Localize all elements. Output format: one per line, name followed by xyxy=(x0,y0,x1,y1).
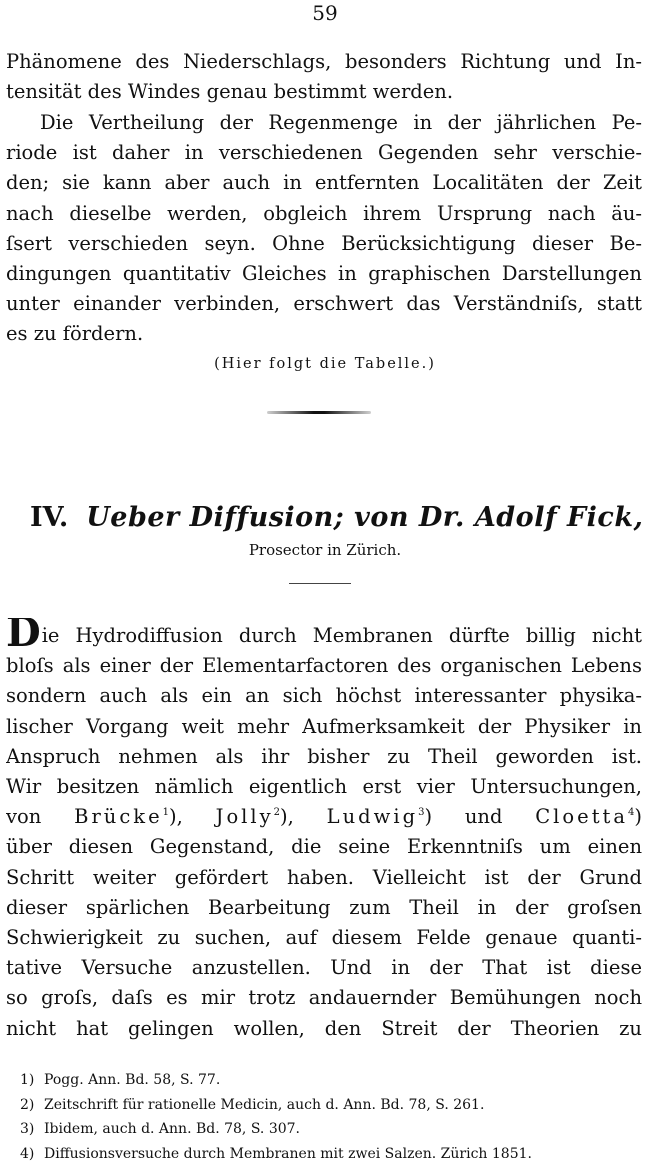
section-number: IV. xyxy=(30,502,68,533)
page-number: 59 xyxy=(0,0,650,26)
text-fragment: von xyxy=(6,805,41,828)
footnote-ref: 3 xyxy=(418,807,424,818)
footnote xyxy=(20,1093,650,1118)
text-line: nicht hat gelingen wollen, den Streit der Theorien zu xyxy=(6,1014,642,1044)
paragraph-3 xyxy=(6,618,642,1044)
text-line: ſsert verschieden seyn. Ohne Berücksichtigung dieser Be- xyxy=(6,229,642,259)
text-line: Wir besitzen nämlich eigentlich erst vier Untersuchungen, xyxy=(6,772,642,802)
text-fragment: und xyxy=(465,805,503,828)
text-line: bloſs als einer der Elementarfactoren des organischen Lebens xyxy=(6,651,642,681)
section-divider xyxy=(267,411,371,414)
footnote-text: Ibidem, auch d. Ann. Bd. 78, S. 307. xyxy=(44,1121,300,1137)
footnote xyxy=(20,1068,650,1093)
text-line: Schwierigkeit zu suchen, auf diesem Felde genaue quanti- xyxy=(6,923,642,953)
text-line: nach dieselbe werden, obgleich ihrem Ursprung nach äu- xyxy=(6,199,642,229)
text-line: es zu fördern. xyxy=(6,319,642,349)
footnotes xyxy=(20,1068,650,1166)
text-line: Schritt weiter gefördert haben. Vielleicht ist der Grund xyxy=(6,863,642,893)
footnote-number: 2) xyxy=(20,1093,44,1118)
cited-author: Ludwig xyxy=(327,805,418,828)
cited-author: Brücke xyxy=(74,805,163,828)
paragraph-2 xyxy=(6,108,642,350)
footnote-number: 3) xyxy=(20,1117,44,1142)
footnote-ref: 2 xyxy=(274,807,280,818)
text-line: über diesen Gegenstand, die seine Erkenntniſs um einen xyxy=(6,832,642,862)
text-line: Anspruch nehmen als ihr bisher zu Theil geworden ist. xyxy=(6,742,642,772)
footnote-number: 1) xyxy=(20,1068,44,1093)
footnote-number: 4) xyxy=(20,1142,44,1166)
text-line: Die Vertheilung der Regenmenge in der jährlichen Pe- xyxy=(6,108,642,138)
authors-line: von Brücke$^1$), Jolly$^2$), Ludwig$^3$) und Cloetta$^4$) xyxy=(6,802,642,832)
footnote xyxy=(20,1117,650,1142)
footnote-text: Zeitschrift für rationelle Medicin, auch d. Ann. Bd. 78, S. 261. xyxy=(44,1097,484,1113)
footnote-text: Pogg. Ann. Bd. 58, S. 77. xyxy=(44,1072,220,1088)
text-line: riode ist daher in verschiedenen Gegenden sehr verschie- xyxy=(6,138,642,168)
footnote xyxy=(20,1142,650,1166)
cited-author: Jolly xyxy=(216,805,274,828)
heading-rule xyxy=(289,583,351,584)
footnote-ref: 4 xyxy=(628,807,634,818)
author-affiliation: Prosector in Zürich. xyxy=(0,540,650,560)
text-line: lischer Vorgang weit mehr Aufmerksamkeit der Physiker in xyxy=(6,712,642,742)
table-placeholder-note: (Hier folgt die Tabelle.) xyxy=(0,356,650,372)
drop-cap: D xyxy=(6,618,41,651)
text-line: Phänomene des Niederschlags, besonders Richtung und In- xyxy=(6,47,642,77)
section-title: Ueber Diffusion; von Dr. Adolf Fick, xyxy=(86,502,643,533)
text-line: tative Versuche anzustellen. Und in der That ist diese xyxy=(6,953,642,983)
text-line: tensität des Windes genau bestimmt werden. xyxy=(6,77,642,107)
section-heading xyxy=(30,500,630,536)
text-line: unter einander verbinden, erschwert das Verständniſs, statt xyxy=(6,289,642,319)
cited-author: Cloetta xyxy=(535,805,628,828)
text-line: dingungen quantitativ Gleiches in graphischen Darstellungen xyxy=(6,259,642,289)
paragraph-1 xyxy=(6,47,642,107)
footnote-text: Diffusionsversuche durch Membranen mit zwei Salzen. Zürich 1851. xyxy=(44,1146,532,1162)
text-line: sondern auch als ein an sich höchst interessanter physika- xyxy=(6,681,642,711)
text-line: den; sie kann aber auch in entfernten Localitäten der Zeit xyxy=(6,168,642,198)
text-line: dieser spärlichen Bearbeitung zum Theil in der groſsen xyxy=(6,893,642,923)
text-fragment: ie Hydrodiffusion durch Membranen dürfte billig nicht xyxy=(42,624,642,647)
text-line: so groſs, daſs es mir trotz andauernder Bemühungen noch xyxy=(6,983,642,1013)
text-line xyxy=(6,618,642,651)
footnote-ref: 1 xyxy=(163,807,169,818)
